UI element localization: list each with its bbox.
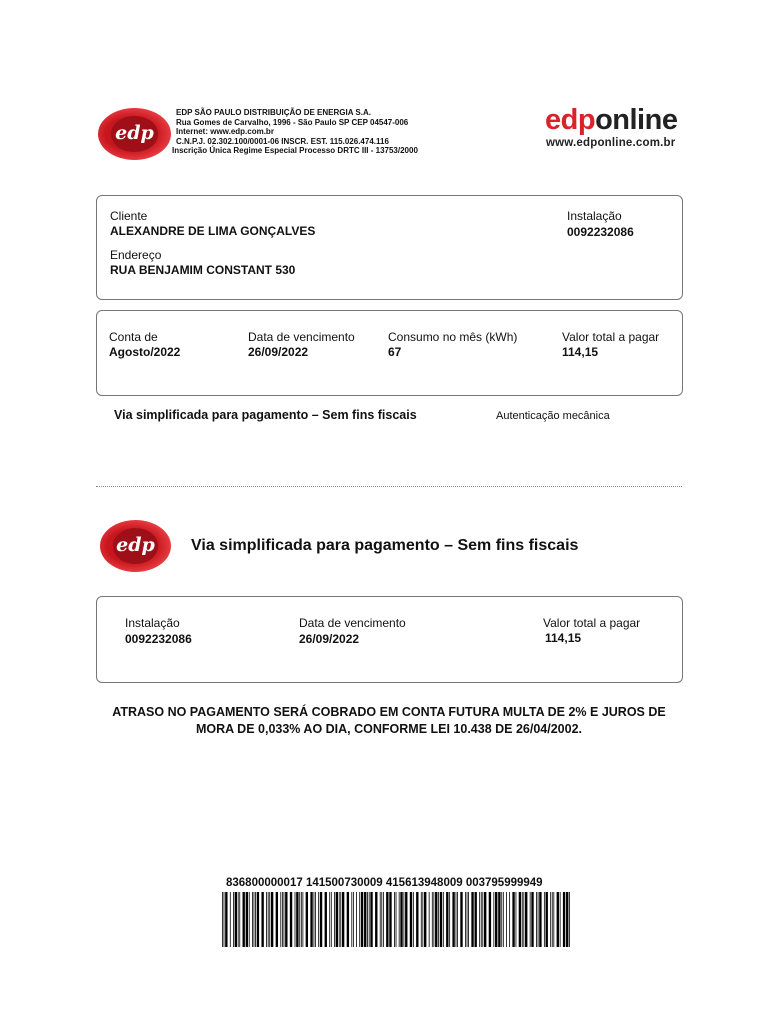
edp-logo — [98, 108, 171, 160]
barcode-bar — [456, 892, 457, 947]
barcode-bar — [503, 892, 504, 947]
consumption-label: Consumo no mês (kWh) — [388, 330, 518, 344]
barcode-bar — [243, 892, 245, 947]
barcode-bar — [336, 892, 338, 947]
barcode-bar — [553, 892, 554, 947]
barcode-bar — [296, 892, 298, 947]
barcode-bar — [396, 892, 397, 947]
stub-due-value: 26/09/2022 — [299, 632, 360, 646]
barcode-bar — [301, 892, 302, 947]
barcode-bar — [269, 892, 270, 947]
barcode-bar — [235, 892, 237, 947]
barcode-bar — [429, 892, 430, 947]
company-info — [172, 108, 462, 156]
barcode-bar — [329, 892, 330, 947]
barcode-bar — [246, 892, 248, 947]
barcode-bar — [482, 892, 483, 947]
total-label: Valor total a pagar — [562, 330, 660, 344]
barcode-bar — [266, 892, 267, 947]
barcode-bar — [546, 892, 548, 947]
barcode — [222, 892, 570, 947]
barcode-bar — [331, 892, 332, 947]
barcode-bar — [440, 892, 442, 947]
barcode-bar — [340, 892, 341, 947]
barcode-bar — [359, 892, 360, 947]
barcode-bar — [249, 892, 250, 947]
barcode-bar — [566, 892, 568, 947]
client-label: Cliente — [110, 209, 148, 223]
barcode-bar — [404, 892, 405, 947]
barcode-bar — [356, 892, 357, 947]
barcode-bar — [443, 892, 444, 947]
brand-logo — [545, 104, 677, 137]
company-name: EDP SÃO PAULO DISTRIBUIÇÃO DE ENERGIA S.A. — [176, 108, 371, 117]
barcode-bar — [467, 892, 468, 947]
barcode-bar — [342, 892, 344, 947]
edp-logo-text: edp — [115, 121, 154, 144]
barcode-bar — [238, 892, 239, 947]
barcode-bar — [224, 892, 225, 947]
barcode-bar — [557, 892, 559, 947]
barcode-bar — [471, 892, 473, 947]
barcode-bar — [230, 892, 231, 947]
barcode-bar — [495, 892, 497, 947]
barcode-bar — [550, 892, 551, 947]
barcode-bar — [489, 892, 491, 947]
barcode-bar — [310, 892, 312, 947]
barcode-bar — [375, 892, 377, 947]
barcode-bar — [386, 892, 388, 947]
barcode-digits: 836800000017 141500730009 415613948009 003795999949 — [226, 877, 543, 889]
barcode-bar — [389, 892, 391, 947]
barcode-bar — [381, 892, 382, 947]
barcode-bar — [525, 892, 527, 947]
barcode-bar — [475, 892, 477, 947]
barcode-bar — [325, 892, 327, 947]
barcode-bar — [422, 892, 423, 947]
barcode-bar — [446, 892, 448, 947]
barcode-bar — [399, 892, 400, 947]
barcode-bar — [394, 892, 395, 947]
barcode-bar — [410, 892, 412, 947]
edp-logo-stub — [100, 520, 171, 572]
notice-line-2: MORA DE 0,033% AO DIA, CONFORME LEI 10.438 DE 26/04/2002. — [195, 722, 583, 736]
barcode-bar — [481, 892, 482, 947]
due-date-label: Data de vencimento — [248, 330, 355, 344]
barcode-bar — [523, 892, 524, 947]
barcode-bar — [530, 892, 531, 947]
company-regime: Inscrição Única Regime Especial Processo DRTC III - 13753/2000 — [172, 146, 418, 155]
barcode-bar — [271, 892, 273, 947]
barcode-bar — [320, 892, 322, 947]
barcode-bar — [506, 892, 507, 947]
barcode-bar — [369, 892, 370, 947]
company-cnpj: C.N.P.J. 02.302.100/0001-06 INSCR. EST. 115.026.474.116 — [176, 136, 389, 146]
stub-title: Via simplificada para pagamento – Sem fins fiscais — [191, 537, 579, 554]
barcode-bar — [299, 892, 300, 947]
barcode-bar — [435, 892, 437, 947]
barcode-bar — [318, 892, 319, 947]
barcode-bar — [539, 892, 541, 947]
barcode-bar — [416, 892, 418, 947]
barcode-bar — [254, 892, 255, 947]
barcode-bar — [498, 892, 500, 947]
stub-total-value: 114,15 — [545, 631, 582, 645]
due-date-value: 26/09/2022 — [248, 345, 309, 359]
address-label: Endereço — [110, 248, 162, 262]
stub-total-label: Valor total a pagar — [543, 616, 641, 630]
barcode-bar — [457, 892, 458, 947]
barcode-bar — [452, 892, 454, 947]
address-value: RUA BENJAMIM CONSTANT 530 — [110, 263, 296, 277]
barcode-bar — [314, 892, 315, 947]
install-label: Instalação — [567, 209, 622, 223]
barcode-bar — [493, 892, 494, 947]
barcode-bar — [383, 892, 384, 947]
barcode-bar — [295, 892, 296, 947]
barcode-bar — [544, 892, 545, 947]
notice-line-1: ATRASO NO PAGAMENTO SERÁ COBRADO EM CONTA FUTURA MULTA DE 2% E JUROS DE — [112, 705, 666, 719]
consumption-value: 67 — [388, 345, 402, 359]
barcode-bar — [302, 892, 303, 947]
barcode-bar — [413, 892, 414, 947]
barcode-bar — [315, 892, 316, 947]
barcode-bar — [468, 892, 469, 947]
barcode-bar — [370, 892, 372, 947]
account-label: Conta de — [109, 330, 158, 344]
barcode-bar — [465, 892, 466, 947]
mechanical-auth-label: Autenticação mecânica — [496, 410, 610, 422]
company-address: Rua Gomes de Carvalho, 1996 - São Paulo SP CEP 04547-006 — [176, 117, 409, 127]
receipt-caption: Via simplificada para pagamento – Sem fins fiscais — [114, 408, 417, 422]
barcode-bar — [255, 892, 256, 947]
barcode-bar — [405, 892, 407, 947]
stub-install-label: Instalação — [125, 616, 180, 630]
barcode-bar — [276, 892, 278, 947]
barcode-bar — [290, 892, 292, 947]
barcode-bar — [261, 892, 263, 947]
late-payment-notice — [96, 704, 682, 738]
cut-line — [96, 486, 682, 487]
total-value: 114,15 — [562, 345, 599, 359]
barcode-bar — [284, 892, 285, 947]
barcode-bar — [460, 892, 462, 947]
barcode-bar — [257, 892, 259, 947]
stub-due-label: Data de vencimento — [299, 616, 406, 630]
barcode-bar — [563, 892, 565, 947]
barcode-bar — [280, 892, 281, 947]
barcode-bar — [282, 892, 283, 947]
brand-url: www.edponline.com.br — [546, 137, 676, 149]
barcode-bar — [538, 892, 539, 947]
barcode-bar — [560, 892, 561, 947]
barcode-bar — [516, 892, 517, 947]
install-value: 0092232086 — [567, 225, 634, 239]
barcode-bar — [353, 892, 354, 947]
barcode-bar — [233, 892, 234, 947]
stub-install-value: 0092232086 — [125, 632, 192, 646]
barcode-bar — [361, 892, 363, 947]
barcode-bar — [531, 892, 533, 947]
brand-edp: edp — [545, 104, 596, 136]
barcode-bar — [536, 892, 537, 947]
barcode-bar — [449, 892, 450, 947]
barcode-bar — [421, 892, 422, 947]
barcode-bar — [380, 892, 381, 947]
barcode-bar — [424, 892, 426, 947]
barcode-bar — [432, 892, 433, 947]
barcode-bar — [252, 892, 253, 947]
barcode-bar — [306, 892, 308, 947]
barcode-bar — [400, 892, 402, 947]
barcode-bar — [239, 892, 240, 947]
barcode-bar — [268, 892, 269, 947]
barcode-bar — [552, 892, 553, 947]
barcode-bar — [509, 892, 510, 947]
barcode-bar — [347, 892, 349, 947]
barcode-bar — [519, 892, 521, 947]
barcode-bar — [222, 892, 223, 947]
barcode-bar — [339, 892, 340, 947]
barcode-bar — [484, 892, 486, 947]
brand-online: online — [595, 104, 678, 136]
barcode-bar — [501, 892, 502, 947]
barcode-bar — [433, 892, 434, 947]
barcode-bar — [367, 892, 368, 947]
barcode-bar — [351, 892, 352, 947]
barcode-bar — [364, 892, 366, 947]
company-internet: Internet: www.edp.com.br — [176, 127, 274, 136]
barcode-bar — [512, 892, 514, 947]
barcode-bar — [569, 892, 570, 947]
account-value: Agosto/2022 — [109, 345, 181, 359]
edp-logo-stub-text: edp — [116, 533, 155, 556]
barcode-bar — [225, 892, 227, 947]
barcode-bar — [479, 892, 480, 947]
barcode-bar — [285, 892, 287, 947]
barcode-bar — [438, 892, 439, 947]
barcode-bar — [334, 892, 335, 947]
client-value: ALEXANDRE DE LIMA GONÇALVES — [110, 224, 316, 238]
barcode-bar — [522, 892, 523, 947]
